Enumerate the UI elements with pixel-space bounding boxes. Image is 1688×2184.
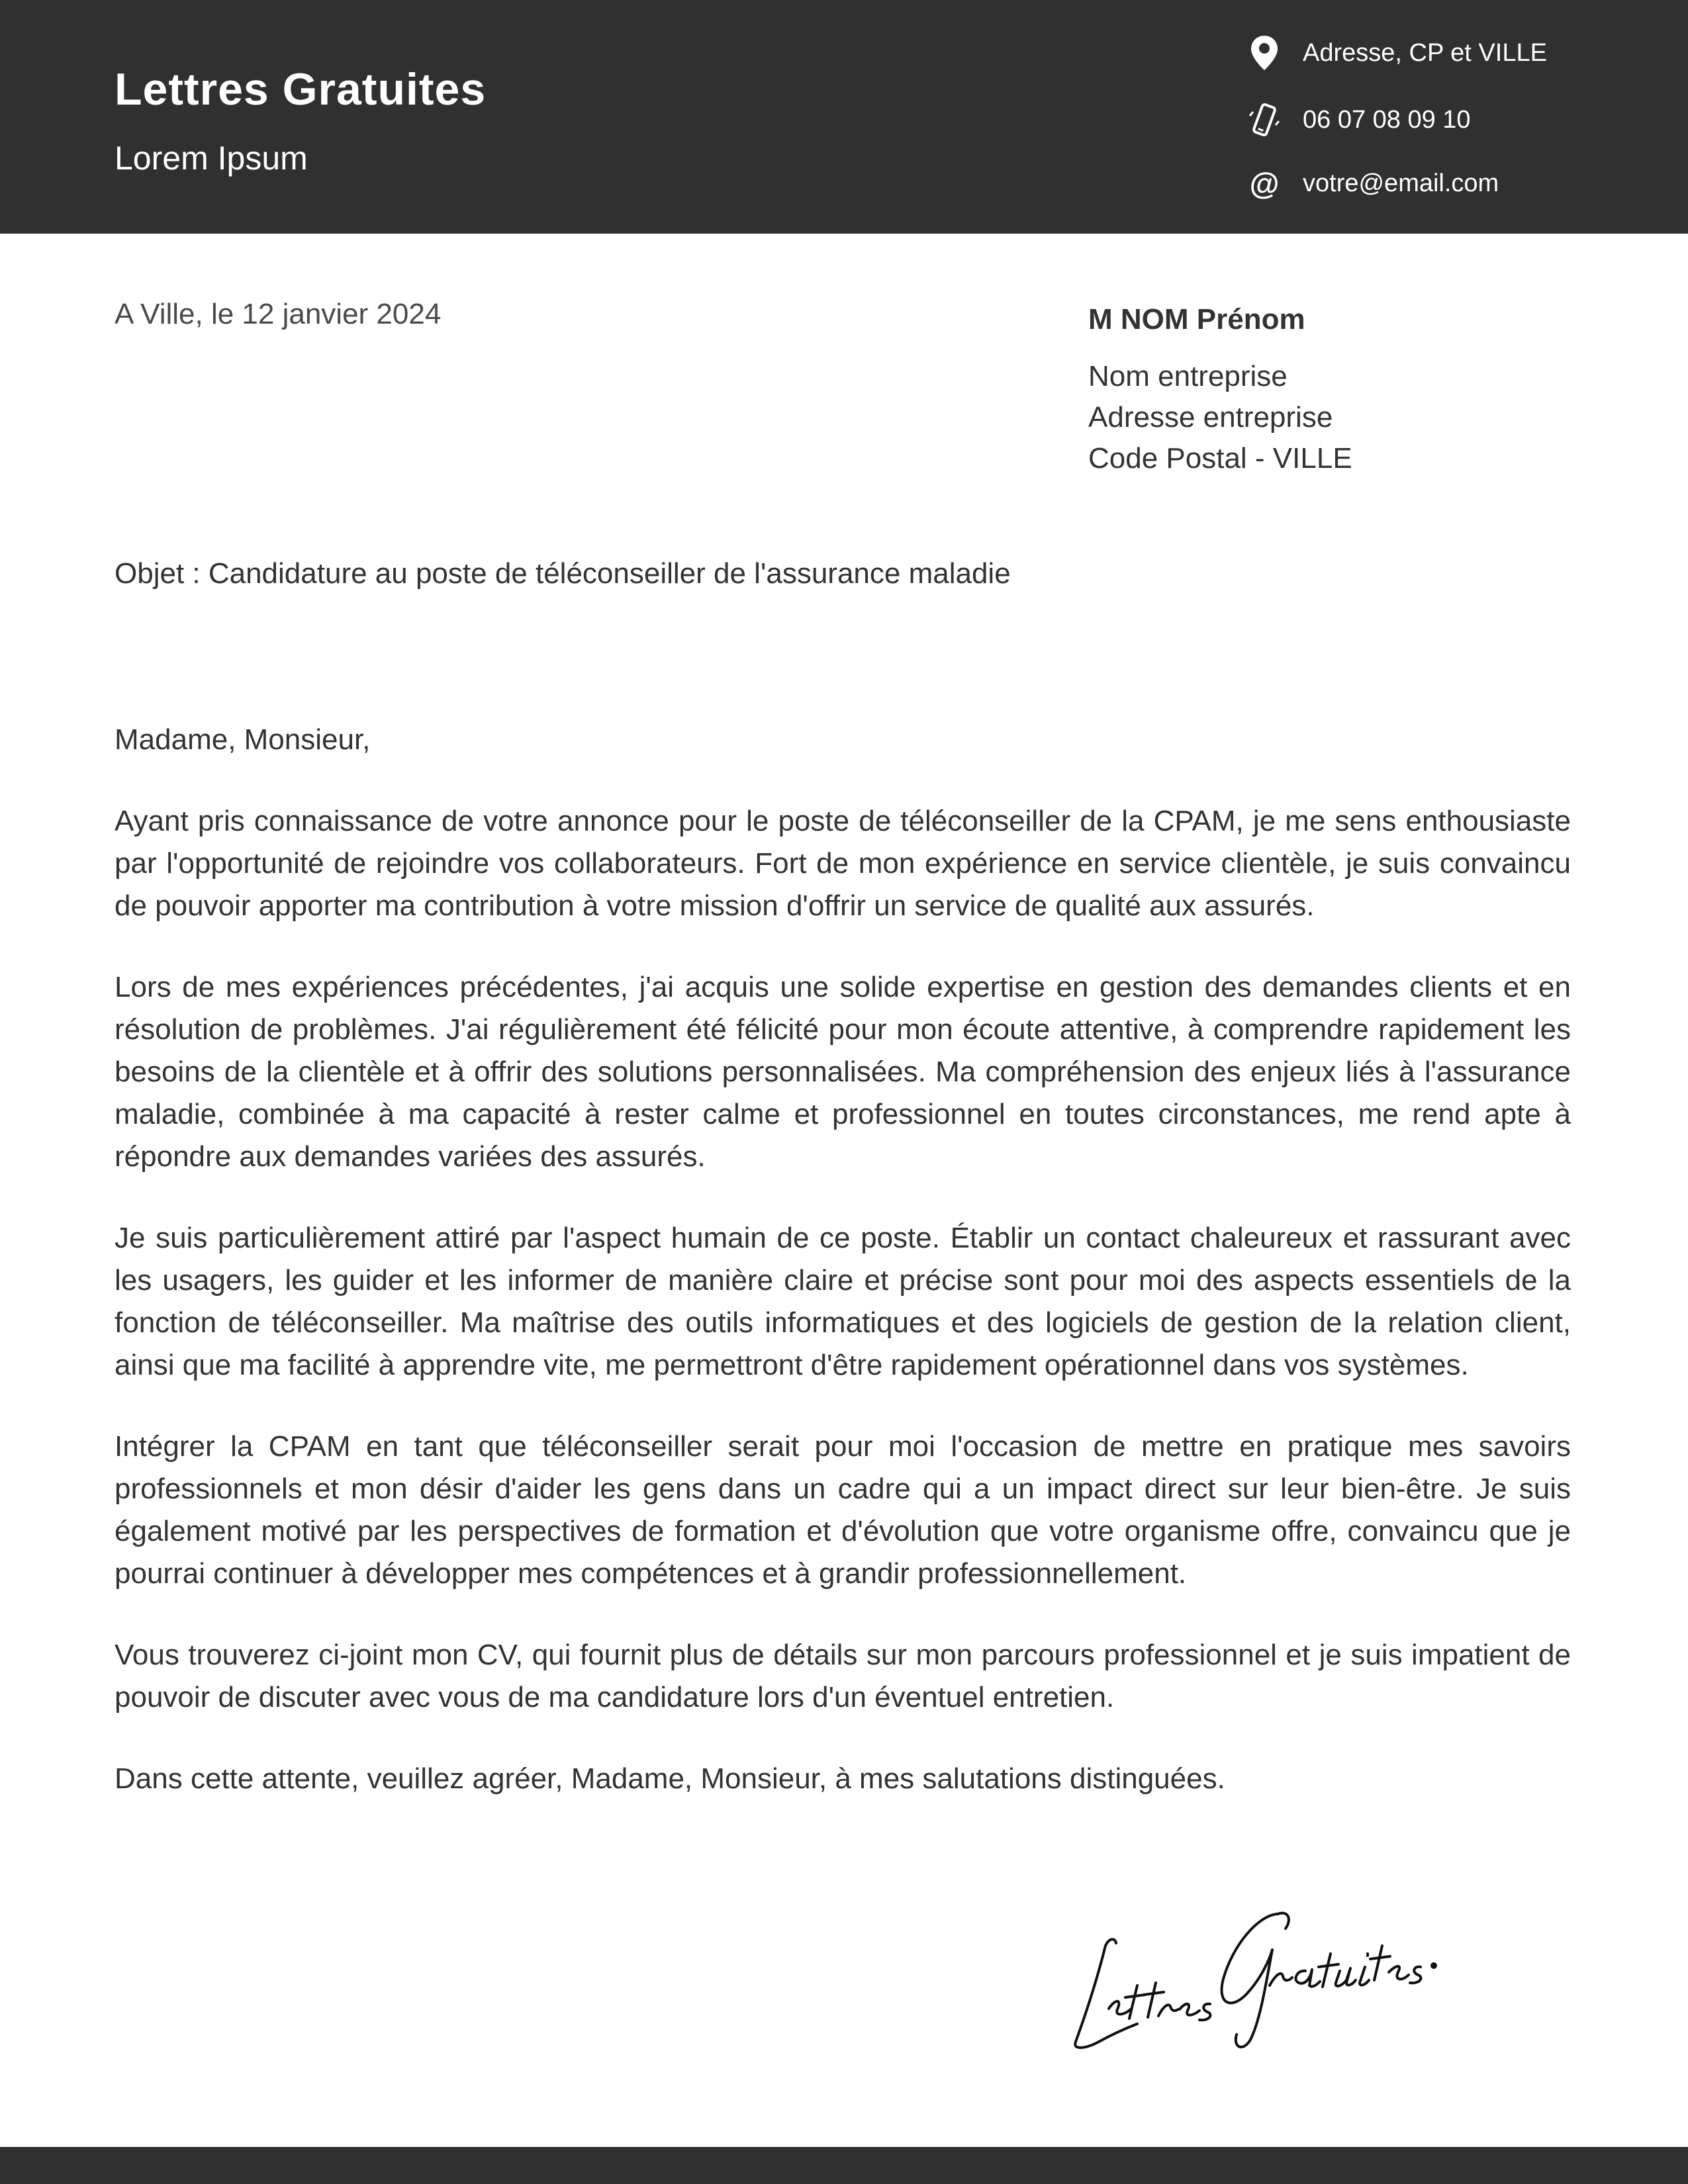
sender-subtitle: Lorem Ipsum xyxy=(115,140,308,177)
handwritten-signature xyxy=(1059,1893,1443,2058)
letter-greeting: Madame, Monsieur, xyxy=(115,723,371,756)
body-paragraph-3: Je suis particulièrement attiré par l'aspect humain de ce poste. Établir un contact chaleureux et rassurant avec les usagers, les guider et les informer de manière claire et précise sont pour moi des aspects essentiels de la fonction de téléconseiller. Ma maîtrise des outils informatiques et des logiciels de gestion de la relation client, ainsi que ma facilité à apprendre vite, me permettront d'être rapidement opérationnel dans vos systèmes. xyxy=(115,1222,1571,1381)
contact-phone xyxy=(1244,97,1471,143)
location-pin-icon xyxy=(1244,33,1284,73)
body-paragraph-2: Lors de mes expériences précédentes, j'ai acquis une solide expertise en gestion des demandes clients et en résolution de problèmes. J'ai régulièrement été félicité pour mon écoute attentive, à comprendre rapidement les besoins de la clientèle et à offrir des solutions personnalisées. Ma compréhension des enjeux liés à l'assurance maladie, combinée à ma capacité à rester calme et professionnel en toutes circonstances, me rend apte à répondre aux demandes variées des assurés. xyxy=(115,971,1571,1173)
letter-subject: Objet : Candidature au poste de téléconseiller de l'assurance maladie xyxy=(115,557,1011,590)
phone-icon xyxy=(1244,100,1284,140)
contact-email-text: votre@email.com xyxy=(1303,169,1499,197)
recipient-company: Nom entreprise xyxy=(1088,360,1288,392)
recipient-address: Adresse entreprise xyxy=(1088,401,1333,433)
body-paragraph-4: Intégrer la CPAM en tant que téléconseiller serait pour moi l'occasion de mettre en pratique mes savoirs professionnels et mon désir d'aider les gens dans un cadre qui a un impact direct sur leur bien-être. Je suis également motivé par les perspectives de formation et d'évolution que votre organisme offre, convaincu que je pourrai continuer à développer mes compétences et à grandir professionnellement. xyxy=(115,1430,1571,1590)
body-paragraph-1: Ayant pris connaissance de votre annonce pour le poste de téléconseiller de la CPAM, je me sens enthousiaste par l'opportunité de rejoindre vos collaborateurs. Fort de mon expérience en service clientèle, je suis convaincu de pouvoir apporter ma contribution à votre mission d'offrir un service de qualité aux assurés. xyxy=(115,805,1571,922)
recipient-name: M NOM Prénom xyxy=(1088,303,1305,336)
contact-email xyxy=(1244,160,1499,206)
header-banner xyxy=(0,0,1688,234)
footer-band xyxy=(0,2147,1688,2184)
contact-address-text: Adresse, CP et VILLE xyxy=(1303,38,1547,67)
recipient-city: Code Postal - VILLE xyxy=(1088,442,1352,475)
at-sign-icon: @ xyxy=(1249,166,1280,201)
letter-body xyxy=(115,719,1571,1839)
contact-phone-text: 06 07 08 09 10 xyxy=(1303,105,1471,134)
contact-address xyxy=(1244,30,1547,76)
letter-date: A Ville, le 12 janvier 2024 xyxy=(115,298,442,330)
recipient-block xyxy=(1088,299,1352,479)
body-paragraph-5: Vous trouverez ci-joint mon CV, qui fournit plus de détails sur mon parcours professionnel et je suis impatient de pouvoir de discuter avec vous de ma candidature lors d'un éventuel entretien. xyxy=(115,1639,1571,1713)
closing-paragraph: Dans cette attente, veuillez agréer, Madame, Monsieur, à mes salutations distinguées. xyxy=(115,1762,1225,1795)
sender-name: Lettres Gratuites xyxy=(115,64,487,114)
